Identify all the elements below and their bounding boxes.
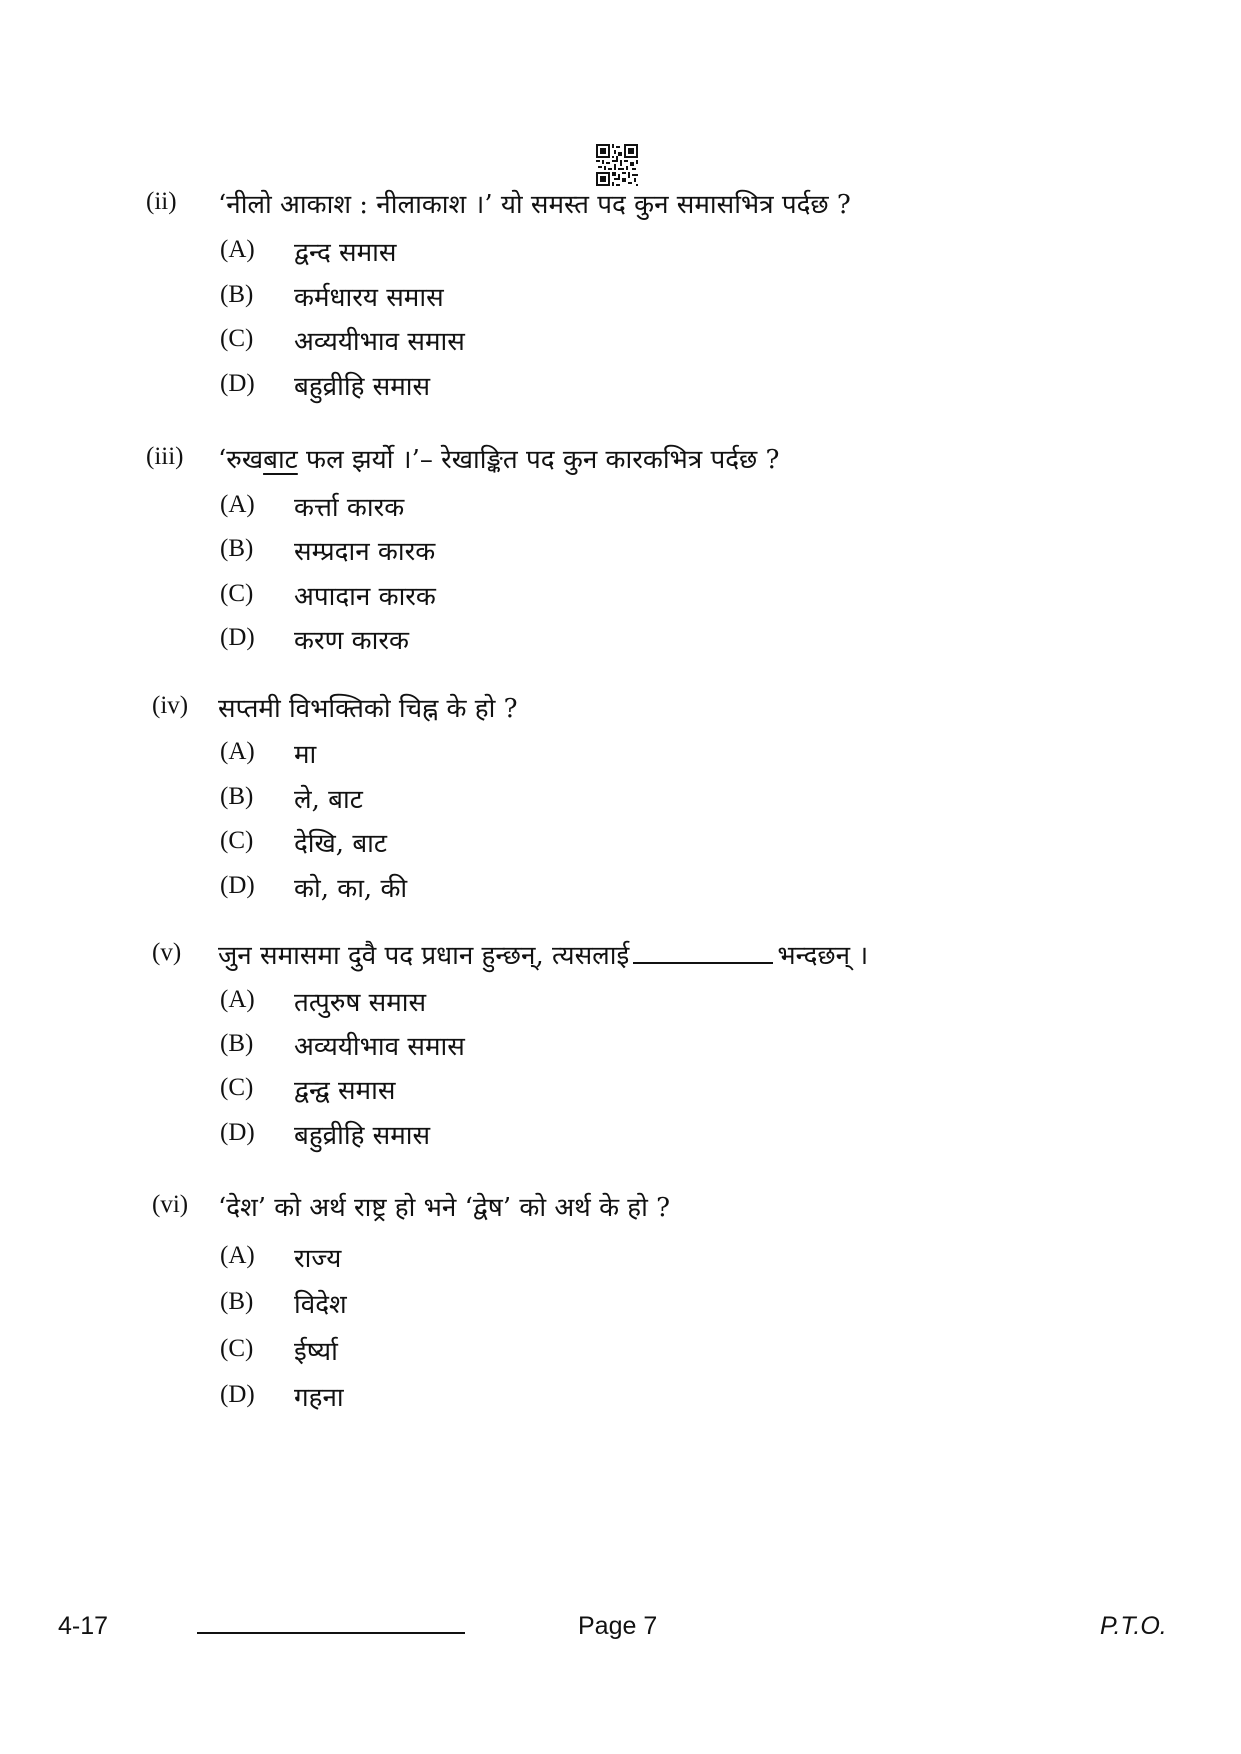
option-label: (A): [220, 491, 255, 518]
option-a: [0, 236, 900, 276]
option-label: (A): [220, 236, 255, 263]
option-text: ले, बाट: [294, 785, 363, 815]
option-b: [0, 281, 900, 321]
option-label: (C): [220, 580, 254, 607]
option-label: (B): [220, 535, 254, 562]
question-number: (ii): [146, 188, 177, 215]
option-b: [0, 1030, 900, 1070]
option-c: [0, 1074, 900, 1114]
option-b: [0, 1288, 900, 1328]
option-text: सम्प्रदान कारक: [294, 537, 436, 567]
option-d: [0, 624, 900, 664]
question-number: (v): [152, 939, 182, 966]
option-text: बहुव्रीहि समास: [294, 372, 431, 402]
paper-code: 4-17: [58, 1612, 109, 1640]
option-text: मा: [294, 740, 317, 770]
option-c: [0, 325, 900, 365]
option-d: [0, 1119, 900, 1159]
option-text: करण कारक: [294, 626, 409, 656]
option-label: (A): [220, 1242, 255, 1269]
option-label: (B): [220, 281, 254, 308]
option-c: [0, 827, 900, 867]
option-d: [0, 872, 900, 912]
option-text: अपादान कारक: [294, 582, 436, 612]
option-b: [0, 535, 900, 575]
option-d: [0, 1381, 900, 1421]
page-number: Page 7: [578, 1612, 658, 1640]
option-label: (A): [220, 738, 255, 765]
option-label: (B): [220, 1288, 254, 1315]
question-text-pre: जुन समासमा दुवै पद प्रधान हुन्छन्, त्यसलाई: [218, 941, 630, 971]
option-text: अव्ययीभाव समास: [294, 327, 465, 357]
option-text: कर्त्ता कारक: [294, 493, 405, 523]
option-label: (C): [220, 827, 254, 854]
qr-code: [596, 144, 638, 186]
option-label: (A): [220, 986, 255, 1013]
option-text: राज्य: [294, 1244, 342, 1274]
option-text: ईर्ष्या: [294, 1337, 338, 1367]
question-text-pre: ‘रुख: [218, 445, 264, 475]
option-text: तत्पुरुष समास: [294, 988, 427, 1018]
fill-blank: [633, 940, 773, 964]
question-number: (iv): [152, 692, 189, 719]
question-text: [218, 440, 779, 476]
option-a: [0, 738, 900, 778]
option-b: [0, 783, 900, 823]
question-text: ‘नीलो आकाश : नीलाकाश ।’ यो समस्त पद कुन समासभित्र पर्दछ ?: [218, 190, 851, 220]
option-text: कर्मधारय समास: [294, 283, 444, 313]
please-turn-over: P.T.O.: [1100, 1612, 1167, 1640]
option-text: द्वन्द समास: [294, 238, 397, 268]
option-label: (C): [220, 1335, 254, 1362]
option-text: गहना: [294, 1383, 344, 1413]
page-footer: [0, 1612, 1241, 1652]
option-text: देखि, बाट: [294, 829, 388, 859]
option-text: को, का, की: [294, 874, 408, 904]
option-text: बहुव्रीहि समास: [294, 1121, 431, 1151]
question-text-post: भन्दछन् ।: [777, 941, 869, 971]
option-d: [0, 370, 900, 410]
option-c: [0, 1335, 900, 1375]
option-label: (C): [220, 1074, 254, 1101]
question-text: [218, 936, 868, 972]
option-label: (D): [220, 624, 255, 651]
option-label: (D): [220, 1119, 255, 1146]
option-text: अव्ययीभाव समास: [294, 1032, 465, 1062]
option-text: द्वन्द्व समास: [294, 1076, 396, 1106]
option-label: (D): [220, 1381, 255, 1408]
option-label: (C): [220, 325, 254, 352]
option-label: (B): [220, 783, 254, 810]
question-text: सप्तमी विभक्तिको चिह्न के हो ?: [218, 694, 518, 724]
question-number: (vi): [152, 1191, 189, 1218]
option-c: [0, 580, 900, 620]
underlined-word: बाट: [263, 445, 298, 475]
option-a: [0, 491, 900, 531]
option-a: [0, 1242, 900, 1282]
option-label: (D): [220, 370, 255, 397]
question-text: ‘देश’ को अर्थ राष्ट्र हो भने ‘द्वेष’ को अर्थ के हो ?: [218, 1193, 671, 1223]
option-text: विदेश: [294, 1290, 347, 1320]
option-label: (D): [220, 872, 255, 899]
option-a: [0, 986, 900, 1026]
question-number: (iii): [146, 443, 184, 470]
question-text-post: फल झर्यो ।’– रेखाङ्कित पद कुन कारकभित्र पर्दछ ?: [297, 445, 780, 475]
option-label: (B): [220, 1030, 254, 1057]
footer-divider: [197, 1632, 465, 1634]
